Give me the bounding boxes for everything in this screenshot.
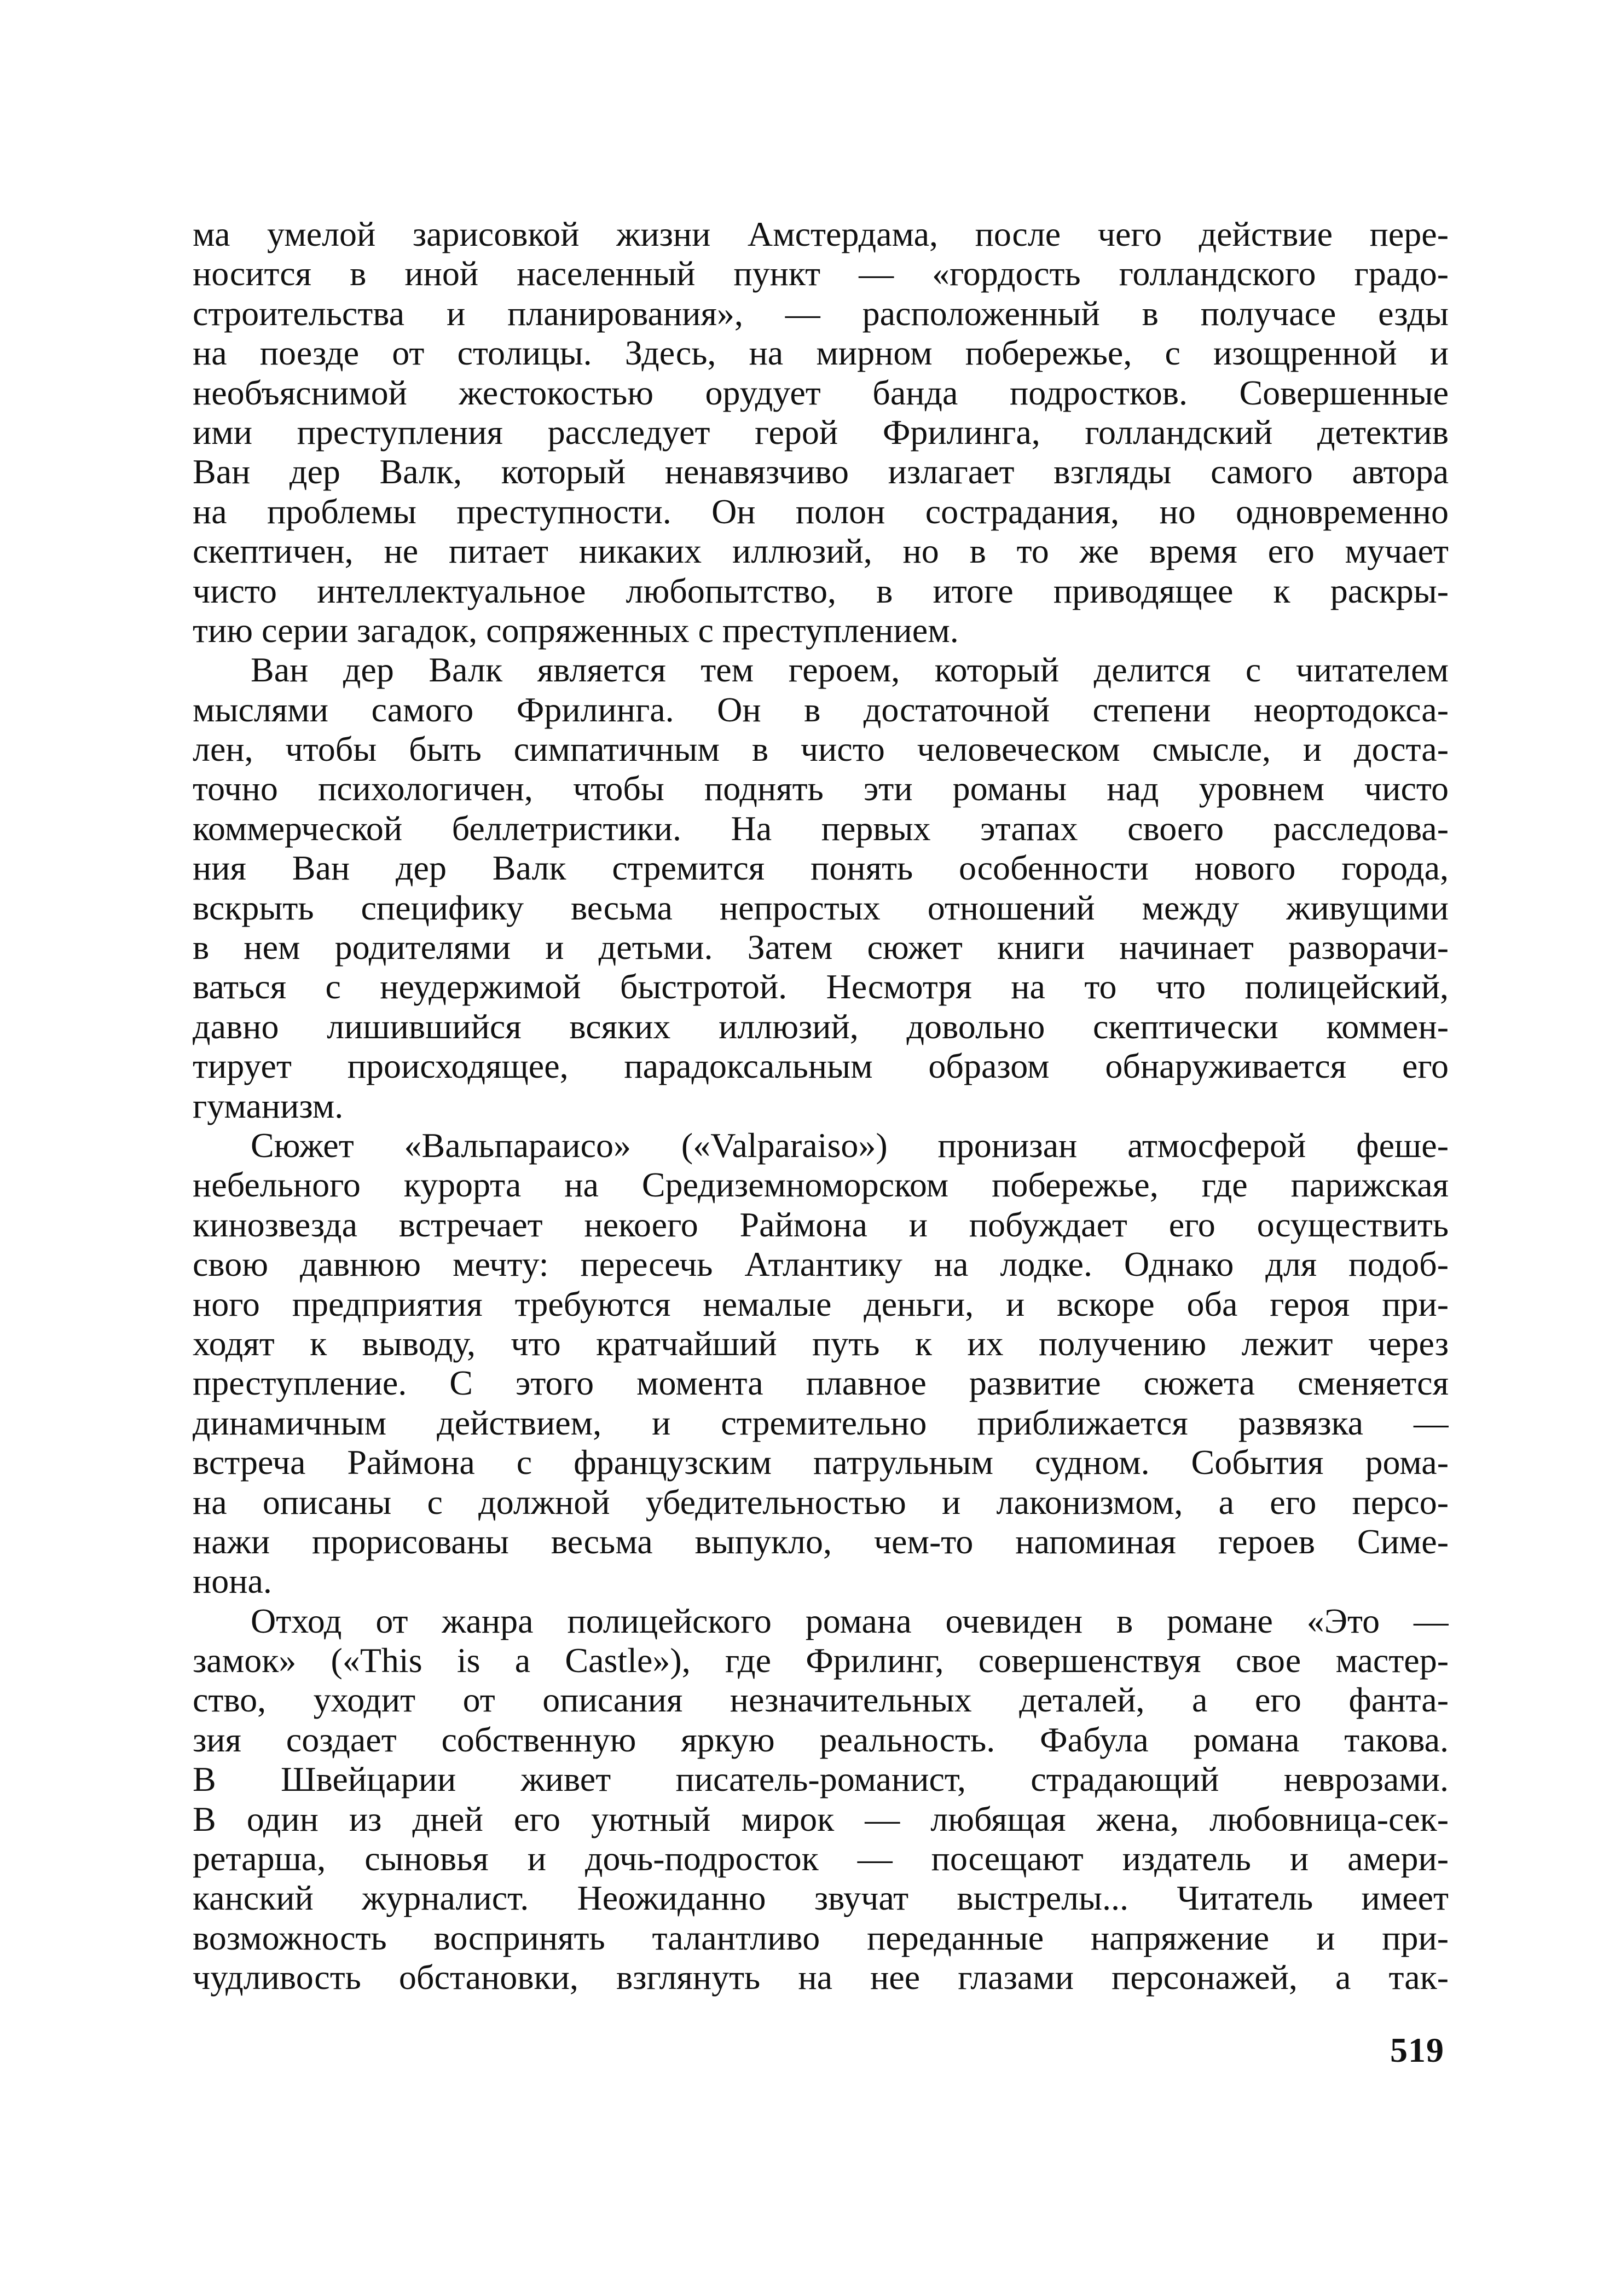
text-line: лен, чтобы быть симпатичным в чисто человеческом смысле, и доста- — [193, 730, 1449, 769]
text-line: Ван дер Валк, который ненавязчиво излагает взгляды самого автора — [193, 452, 1449, 491]
text-line: ретарша, сыновья и дочь-подросток — посещают издатель и амери- — [193, 1839, 1449, 1878]
text-line: ного предприятия требуются немалые деньги, и вскоре оба героя при- — [193, 1284, 1449, 1323]
text-line: строительства и планирования», — расположенный в получасе езды — [193, 293, 1449, 333]
text-line: гуманизм. — [193, 1086, 344, 1125]
paragraph — [193, 1126, 1449, 1601]
text-line: на поезде от столицы. Здесь, на мирном побережье, с изощренной и — [193, 333, 1449, 373]
text-line: кинозвезда встречает некоего Раймона и побуждает его осуществить — [193, 1205, 1449, 1244]
text-line: преступление. С этого момента плавное развитие сюжета сменяется — [193, 1363, 1449, 1403]
paragraph — [193, 650, 1449, 1126]
text-line: встреча Раймона с французским патрульным судном. События рома- — [193, 1443, 1449, 1482]
text-line: Ван дер Валк является тем героем, который делится с читателем — [251, 650, 1449, 690]
text-line: чудливость обстановки, взглянуть на нее глазами персонажей, а так- — [193, 1958, 1449, 1997]
text-line: ма умелой зарисовкой жизни Амстердама, после чего действие пере- — [193, 215, 1449, 253]
text-line: зия создает собственную яркую реальность. Фабула романа такова. — [193, 1720, 1449, 1759]
text-line: мыслями самого Фрилинга. Он в достаточной степени неортодокса- — [193, 690, 1449, 729]
text-line: Отход от жанра полицейского романа очевиден в романе «Это — — [251, 1601, 1449, 1640]
text-line: в нем родителями и детьми. Затем сюжет книги начинает разворачи- — [193, 928, 1449, 967]
text-line: необъяснимой жестокостью орудует банда подростков. Совершенные — [193, 373, 1449, 412]
text-line: нажи прорисованы весьма выпукло, чем-то напоминая героев Симе- — [193, 1522, 1449, 1561]
text-line: динамичным действием, и стремительно приближается развязка — — [193, 1403, 1449, 1442]
text-line: канский журналист. Неожиданно звучат выстрелы... Читатель имеет — [193, 1878, 1449, 1918]
paragraph — [193, 1601, 1449, 1998]
text-line: носится в иной населенный пункт — «гордость голландского градо- — [193, 254, 1449, 293]
text-line: Сюжет «Вальпараисо» («Valparaiso») пронизан атмосферой феше- — [251, 1125, 1449, 1165]
text-line: скептичен, не питает никаких иллюзий, но в то же время его мучает — [193, 531, 1449, 571]
text-line: ваться с неудержимой быстротой. Несмотря на то что полицейский, — [193, 967, 1449, 1007]
text-line: ния Ван дер Валк стремится понять особенности нового города, — [193, 848, 1449, 888]
paragraph — [193, 215, 1449, 650]
text-line: ство, уходит от описания незначительных деталей, а его фанта- — [193, 1680, 1449, 1720]
text-line: небельного курорта на Средиземноморском побережье, где парижская — [193, 1165, 1449, 1205]
text-line: чисто интеллектуальное любопытство, в итоге приводящее к раскры- — [193, 571, 1449, 610]
text-line: замок» («This is a Castle»), где Фрилинг, совершенствуя свое мастер- — [193, 1641, 1449, 1680]
body-text — [193, 215, 1449, 1998]
text-line: возможность воспринять талантливо переданные напряжение и при- — [193, 1918, 1449, 1957]
text-line: нона. — [193, 1561, 272, 1601]
text-line: ими преступления расследует герой Фрилинга, голландский детектив — [193, 412, 1449, 452]
text-line: коммерческой беллетристики. На первых этапах своего расследова- — [193, 808, 1449, 848]
text-line: давно лишившийся всяких иллюзий, довольно скептически коммен- — [193, 1007, 1449, 1046]
text-line: на проблемы преступности. Он полон сострадания, но одновременно — [193, 491, 1449, 531]
text-line: точно психологичен, чтобы поднять эти романы над уровнем чисто — [193, 769, 1449, 808]
text-line: тирует происходящее, парадоксальным образом обнаруживается его — [193, 1046, 1449, 1086]
text-line: вскрыть специфику весьма непростых отношений между живущими — [193, 888, 1449, 927]
text-line: тию серии загадок, сопряженных с преступлением. — [193, 610, 959, 650]
text-line: ходят к выводу, что кратчайший путь к их получению лежит через — [193, 1323, 1449, 1363]
text-line: В один из дней его уютный мирок — любящая жена, любовница-сек- — [193, 1799, 1449, 1838]
text-line: свою давнюю мечту: пересечь Атлантику на лодке. Однако для подоб- — [193, 1245, 1449, 1284]
text-line: В Швейцарии живет писатель-романист, страдающий неврозами. — [193, 1760, 1449, 1799]
text-line: на описаны с должной убедительностью и лаконизмом, а его персо- — [193, 1482, 1449, 1522]
page-number: 519 — [1390, 2031, 1444, 2069]
